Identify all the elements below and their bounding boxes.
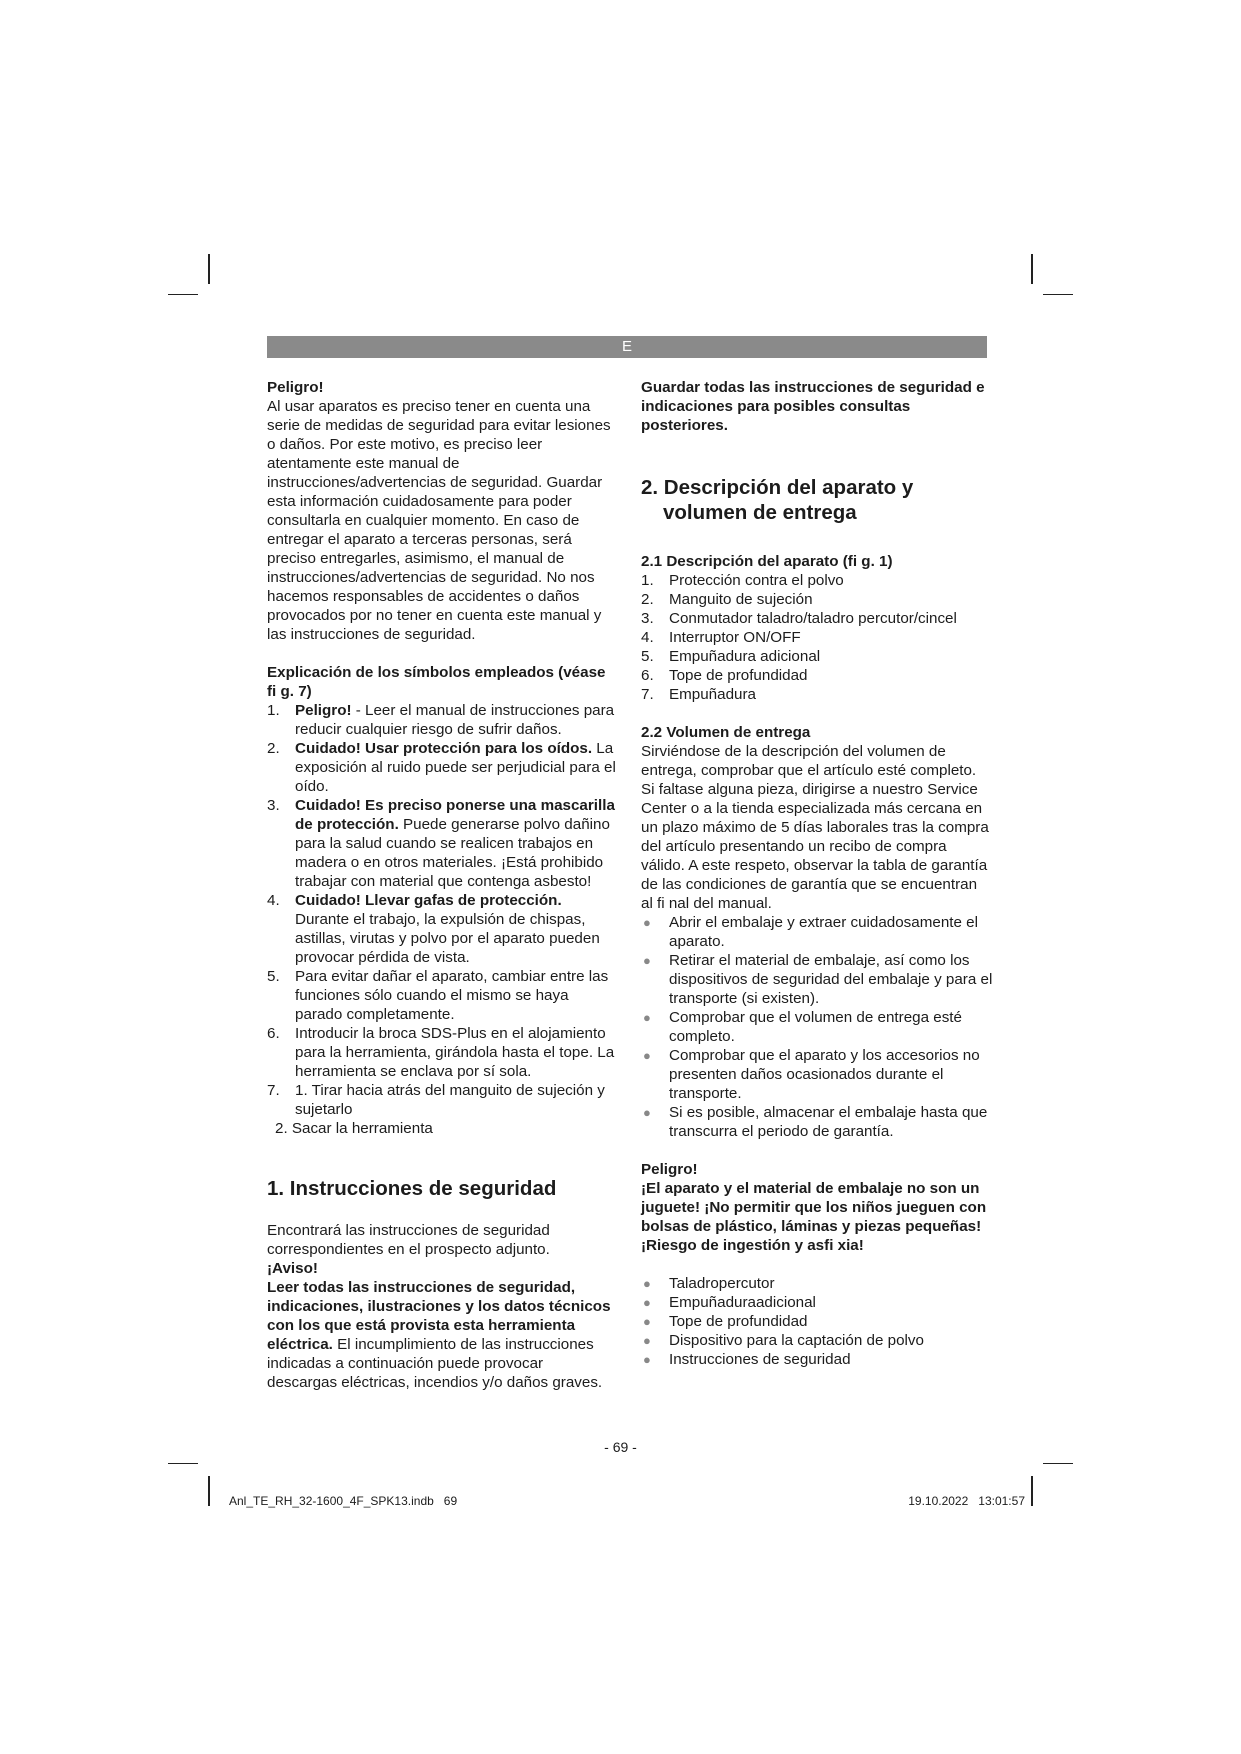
list-item: 5. Para evitar dañar el aparato, cambiar entre las funciones sólo cuando el mismo se haya parado completamente.	[267, 968, 609, 1023]
file-slug: Anl_TE_RH_32-1600_4F_SPK13.indb 69	[229, 1494, 458, 1508]
page-number: - 69 -	[604, 1439, 637, 1455]
list-item: 5. Empuñadura adicional	[641, 648, 821, 665]
aviso-paragraph: Leer todas las instrucciones de seguridad, indicaciones, ilustraciones y los datos técnicos con los que está provista esta herramienta eléctrica. El incumplimiento de las instrucciones indicadas a continuación puede provocar descargas eléctricas, incendios y/o daños graves.	[267, 1279, 611, 1391]
sub21-heading: 2.1 Descripción del aparato (fi g. 1)	[641, 553, 893, 570]
section1-title: 1. Instrucciones de seguridad	[267, 1177, 557, 1200]
crop-mark	[168, 294, 198, 295]
list-item: ● Comprobar que el aparato y los accesorios no presenten daños ocasionados durante el transporte.	[643, 1047, 980, 1102]
symbols-extra-step: 2. Sacar la herramienta	[275, 1120, 433, 1137]
sub22-heading: 2.2 Volumen de entrega	[641, 724, 811, 741]
list-item: 7. Empuñadura	[641, 686, 756, 703]
crop-mark	[1031, 1476, 1033, 1506]
list-item: 1. Peligro! - Leer el manual de instrucciones para reducir cualquier riesgo de sufrir daños.	[267, 702, 615, 738]
date-slug: 19.10.2022 13:01:57	[908, 1494, 1025, 1508]
section1-intro: Encontrará las instrucciones de seguridad correspondientes en el prospecto adjunto.	[267, 1222, 550, 1258]
list-item: 3. Conmutador taladro/taladro percutor/cincel	[641, 610, 957, 627]
unpack-steps-list	[641, 913, 993, 1141]
language-header-bar	[267, 336, 987, 358]
list-item: ● Instrucciones de seguridad	[643, 1351, 851, 1368]
delivery-list	[641, 1274, 993, 1369]
list-item: 2. Manguito de sujeción	[641, 591, 813, 608]
list-item: 4. Cuidado! Llevar gafas de protección. Durante el trabajo, la expulsión de chispas, astillas, virutas y polvo por el aparato pueden provocar pérdida de vista.	[267, 892, 600, 966]
list-item: ● Si es posible, almacenar el embalaje hasta que transcurra el periodo de garantía.	[643, 1104, 988, 1140]
list-item: ● Dispositivo para la captación de polvo	[643, 1332, 924, 1349]
crop-mark	[1043, 1463, 1073, 1464]
symbols-heading: Explicación de los símbolos empleados (véase fi g. 7)	[267, 664, 606, 700]
list-item: 4. Interruptor ON/OFF	[641, 629, 801, 646]
guardar-notice: Guardar todas las instrucciones de seguridad e indicaciones para posibles consultas posteriores.	[641, 379, 985, 434]
sub22-paragraph: Sirviéndose de la descripción del volumen de entrega, comprobar que el artículo esté completo. Si faltase alguna pieza, dirigirse a nuestro Service Center o a la tienda especializada más cercana en un plazo máximo de 5 días laborales tras la compra del artículo presentando un recibo de compra válido. A este respeto, observar la tabla de garantía de las condiciones de garantía que se encuentran al fi nal del manual.	[641, 743, 989, 912]
list-item: ● Tope de profundidad	[643, 1313, 808, 1330]
list-item: 6. Introducir la broca SDS-Plus en el alojamiento para la herramienta, girándola hasta el tope. La herramienta se enclava por sí sola.	[267, 1025, 615, 1080]
list-item: 1. Protección contra el polvo	[641, 572, 844, 589]
crop-mark	[168, 1463, 198, 1464]
list-item: ● Taladropercutor	[643, 1275, 775, 1292]
symbols-list	[267, 701, 617, 1119]
list-item: 7. 1. Tirar hacia atrás del manguito de sujeción y sujetarlo	[267, 1082, 605, 1118]
list-item: ● Empuñaduraadicional	[643, 1294, 816, 1311]
peligro2-paragraph: ¡El aparato y el material de embalaje no son un juguete! ¡No permitir que los niños jueguen con bolsas de plástico, láminas y piezas pequeñas! ¡Riesgo de ingestión y asfi xia!	[641, 1180, 987, 1254]
list-item: 3. Cuidado! Es preciso ponerse una mascarilla de protección. Puede generarse polvo dañino para la salud cuando se realicen trabajos en madera o en otros materiales. ¡Está prohibido trabajar con material que contenga asbesto!	[267, 797, 615, 890]
crop-mark	[1043, 294, 1073, 295]
peligro-heading: Peligro!	[267, 379, 324, 396]
list-item: 6. Tope de profundidad	[641, 667, 808, 684]
section2-title: 2. Descripción del aparato y volumen de entrega	[641, 476, 914, 524]
list-item: 2. Cuidado! Usar protección para los oídos. La exposición al ruido puede ser perjudicial para el oído.	[267, 740, 616, 795]
crop-mark	[208, 1476, 210, 1506]
aviso-heading: ¡Aviso!	[267, 1260, 318, 1277]
list-item: ● Retirar el material de embalaje, así como los dispositivos de seguridad del embalaje y para el transporte (si existen).	[643, 952, 993, 1007]
list-item: ● Abrir el embalaje y extraer cuidadosamente el aparato.	[643, 914, 978, 950]
parts-list	[641, 571, 993, 704]
crop-mark	[1031, 254, 1033, 284]
peligro-paragraph: Al usar aparatos es preciso tener en cuenta una serie de medidas de seguridad para evitar lesiones o daños. Por este motivo, es preciso leer atentamente este manual de instrucciones/advertencias de seguridad. Guardar esta información cuidadosamente para poder consultarla en cualquier momento. En caso de entregar el aparato a terceras personas, será preciso entregarles, asimismo, el manual de instrucciones/advertencias de seguridad. No nos hacemos responsables de accidentes o daños provocados por no tener en cuenta este manual y las instrucciones de seguridad.	[267, 398, 611, 643]
right-column	[641, 378, 993, 1369]
language-code: E	[621, 338, 632, 355]
crop-mark	[208, 254, 210, 284]
left-column	[267, 378, 617, 1392]
peligro2-heading: Peligro!	[641, 1161, 698, 1178]
list-item: ● Comprobar que el volumen de entrega esté completo.	[643, 1009, 962, 1045]
